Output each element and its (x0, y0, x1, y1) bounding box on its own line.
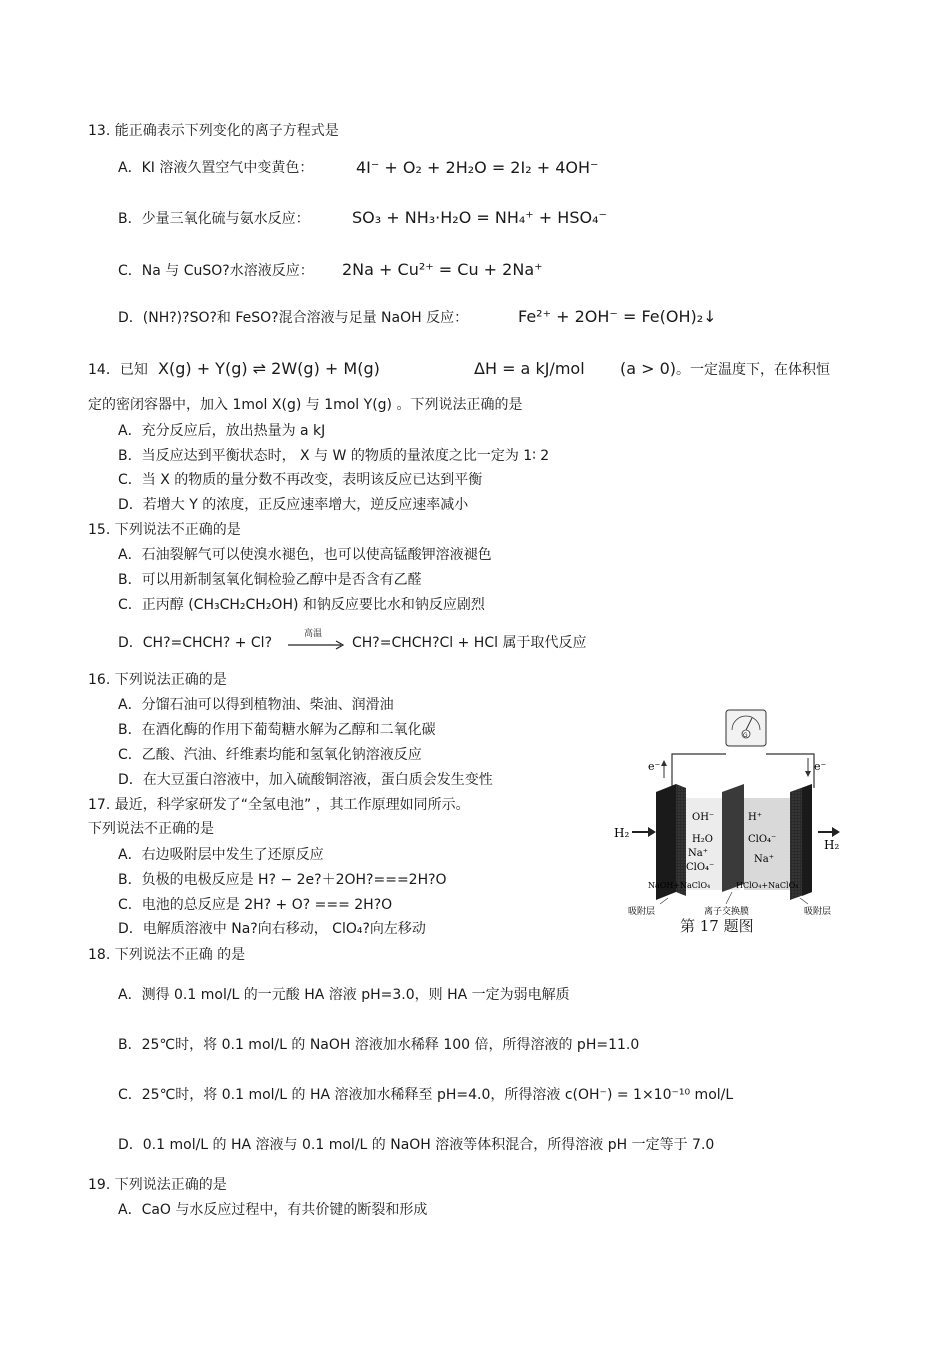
q18-option-d: D．0.1 mol/L 的 HA 溶液与 0.1 mol/L 的 NaOH 溶液等体积混合，所得溶液 pH 一定等于 7.0 (118, 1137, 715, 1153)
q14-enthalpy: ΔH = a kJ/mol (474, 359, 585, 378)
q13-stem: 13. 能正确表示下列变化的离子方程式是 (88, 123, 339, 139)
arrow-icon (286, 638, 346, 652)
q16-option-a: A．分馏石油可以得到植物油、柴油、润滑油 (118, 697, 394, 713)
q13-option-a: A．KI 溶液久置空气中变黄色： (118, 160, 314, 176)
q15-option-b: B．可以用新制氢氧化铜检验乙醇中是否含有乙醛 (118, 572, 422, 588)
q17-option-b: B．负极的电极反应是 H? − 2e?＋2OH?===2H?O (118, 872, 447, 888)
q14-stem-end: 定的密闭容器中，加入 1mol X(g) 与 1mol Y(g) 。下列说法正确的是 (88, 397, 523, 413)
q17-option-c: C．电池的总反应是 2H? + O? === 2H?O (118, 897, 393, 913)
q17-stem: 17. 最近，科学家研发了“全氢电池” ，其工作原理如同所示。 (88, 797, 470, 813)
q18-option-a: A．测得 0.1 mol/L 的一元酸 HA 溶液 pH=3.0，则 HA 一定为弱电解质 (118, 987, 570, 1003)
q19-option-a: A．CaO 与水反应过程中，有共价键的断裂和形成 (118, 1202, 428, 1218)
q14-condition: (a > 0) (620, 359, 677, 378)
q14-equation: X(g) + Y(g) ⇌ 2W(g) + M(g) (158, 359, 380, 378)
q16-option-c: C．乙酸、汽油、纤维素均能和氢氧化钠溶液反应 (118, 747, 422, 763)
galvanometer-icon (726, 710, 766, 746)
ion-na-left-label: Na⁺ (688, 848, 708, 859)
q13-option-d: D．(NH?)?SO?和 FeSO?混合溶液与足量 NaOH 反应： (118, 310, 469, 326)
water-label: H₂O (692, 834, 713, 845)
q18-option-b: B．25℃时，将 0.1 mol/L 的 NaOH 溶液加水稀释 100 倍，所得溶液的 pH=11.0 (118, 1037, 640, 1053)
q17-option-d: D．电解质溶液中 Na?向右移动， ClO₄?向左移动 (118, 921, 426, 937)
q15-reaction-arrow (286, 626, 346, 652)
q13-option-b: B．少量三氧化硫与氨水反应： (118, 211, 310, 227)
q18-option-c: C．25℃时，将 0.1 mol/L 的 HA 溶液加水稀释至 pH=4.0，所得溶液 c(OH⁻) = 1×10⁻¹⁰ mol/L (118, 1087, 734, 1103)
q14-stem-continued: 。一定温度下，在体积恒 (676, 362, 830, 378)
solution-left-label: NaOH+NaClO₄ (648, 881, 711, 890)
q15-option-d-products: CH?=CHCH?Cl + HCl 属于取代反应 (352, 635, 587, 651)
q16-stem: 16. 下列说法正确的是 (88, 672, 227, 688)
solution-right-label: HClO₄+NaClO₄ (736, 881, 799, 890)
figure-caption: 第 17 题图 (680, 917, 754, 935)
q14-option-c: C．当 X 的物质的量分数不再改变，表明该反应已达到平衡 (118, 472, 483, 488)
ion-clo4-right-label: ClO₄⁻ (748, 834, 777, 845)
q13-equation-a: 4I⁻ + O₂ + 2H₂O = 2I₂ + 4OH⁻ (356, 158, 599, 177)
electron-left-label: e⁻ (648, 760, 661, 773)
q16-option-d: D．在大豆蛋白溶液中，加入硫酸铜溶液，蛋白质会发生变性 (118, 772, 493, 788)
ion-clo4-left-label: ClO₄⁻ (686, 862, 715, 873)
q14-option-b: B．当反应达到平衡状态时， X 与 W 的物质的量浓度之比一定为 1∶ 2 (118, 448, 550, 464)
battery-diagram (612, 708, 844, 918)
q13-equation-d: Fe²⁺ + 2OH⁻ = Fe(OH)₂↓ (518, 307, 717, 326)
electron-right-label: e⁻ (814, 760, 827, 773)
ion-na-right-label: Na⁺ (754, 854, 774, 865)
meter-label: G (743, 732, 748, 739)
q19-stem: 19. 下列说法正确的是 (88, 1177, 227, 1193)
q13-equation-c: 2Na + Cu²⁺ = Cu + 2Na⁺ (342, 260, 543, 279)
hydrogen-battery-figure (612, 708, 844, 940)
h2-inlet-label: H₂ (614, 826, 630, 840)
q18-stem: 18. 下列说法不正确 的是 (88, 947, 246, 963)
q15-arrow-condition: 高温 (304, 629, 323, 639)
q15-stem: 15. 下列说法不正确的是 (88, 522, 241, 538)
q14-option-a: A．充分反应后，放出热量为 a kJ (118, 423, 326, 439)
q15-option-d-reactants: D．CH?=CHCH? + Cl? (118, 635, 273, 651)
q14-stem-start: 14．已知 (88, 362, 148, 378)
q17-option-a: A．右边吸附层中发生了还原反应 (118, 847, 324, 863)
h2-outlet-label: H₂ (824, 838, 840, 852)
q15-option-a: A．石油裂解气可以使溴水褪色，也可以使高锰酸钾溶液褪色 (118, 547, 492, 563)
q15-option-c: C．正丙醇 (CH₃CH₂CH₂OH) 和钠反应要比水和钠反应剧烈 (118, 597, 485, 613)
q13-option-c: C．Na 与 CuSO?水溶液反应： (118, 263, 314, 279)
ion-h-label: H⁺ (748, 812, 762, 823)
q14-option-d: D．若增大 Y 的浓度，正反应速率增大，逆反应速率减小 (118, 497, 469, 513)
q13-equation-b: SO₃ + NH₃·H₂O = NH₄⁺ + HSO₄⁻ (352, 208, 607, 227)
adsorption-layer-right-label: 吸附层 (804, 907, 832, 917)
ion-oh-label: OH⁻ (692, 812, 715, 823)
q16-option-b: B．在酒化酶的作用下葡萄糖水解为乙醇和二氧化碳 (118, 722, 436, 738)
adsorption-layer-left-label: 吸附层 (628, 907, 656, 917)
ion-exchange-membrane-label: 离子交换膜 (704, 907, 750, 917)
q17-stem-continued: 下列说法不正确的是 (88, 821, 214, 837)
